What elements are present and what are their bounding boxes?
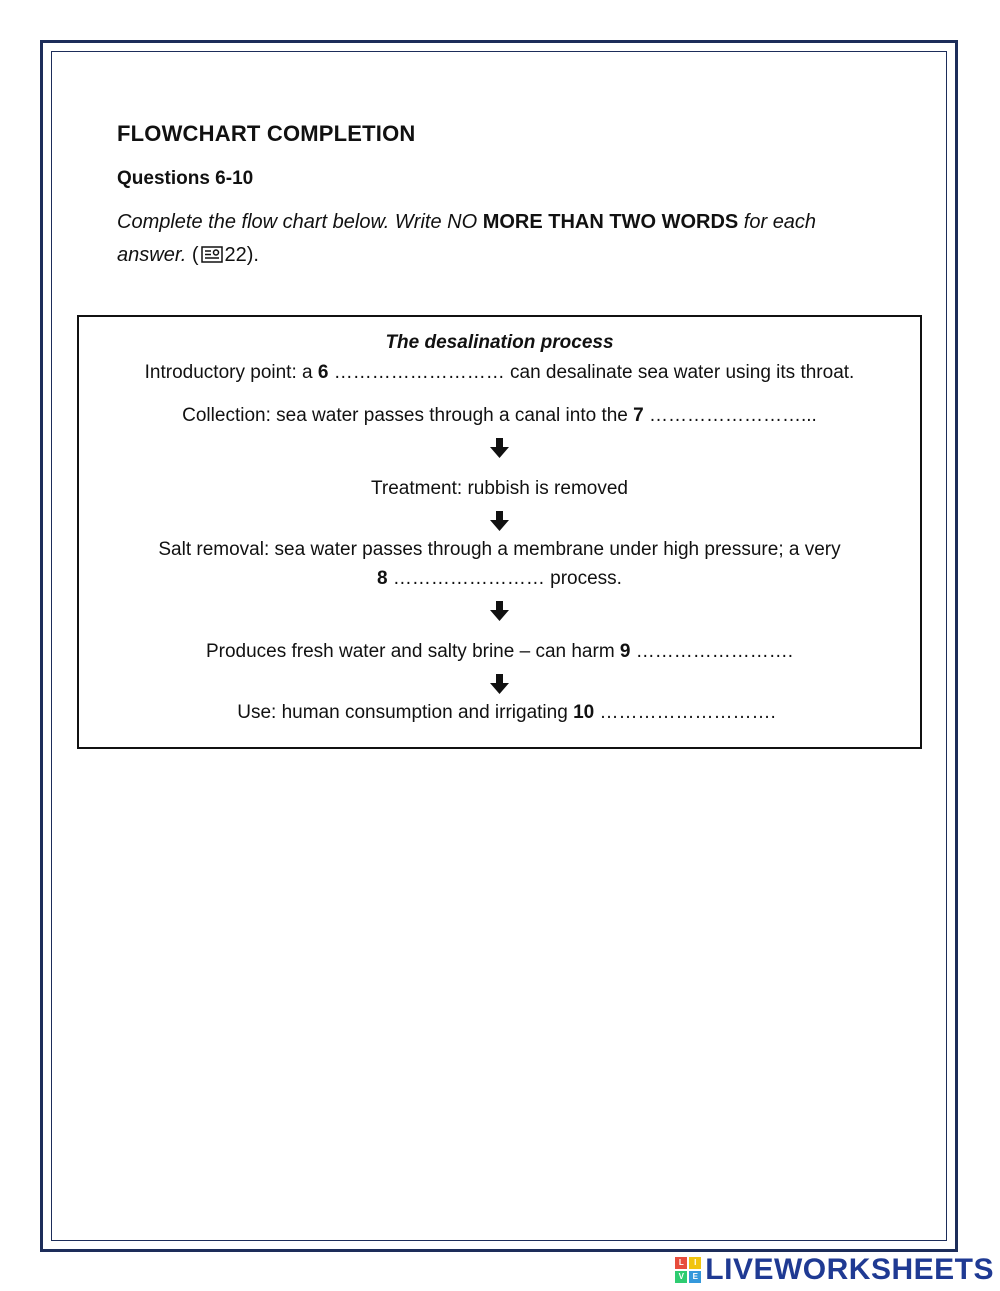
- question-number-9: 9: [619, 641, 631, 662]
- flow-step-salt-removal: [79, 539, 920, 561]
- answer-blank-7[interactable]: ……………………...: [643, 405, 817, 426]
- section-title: FLOWCHART COMPLETION: [117, 121, 416, 146]
- brand-name: LIVEWORKSHEETS: [705, 1253, 994, 1286]
- instructions-part1: Complete the flow chart below. Write NO: [117, 211, 483, 233]
- instructions-ref-open: (: [186, 244, 199, 266]
- logo-block-e: E: [689, 1271, 701, 1283]
- question-number-6: 6: [317, 362, 329, 383]
- instructions: [117, 206, 857, 272]
- produces-text: Produces fresh water and salty brine – can harm: [205, 641, 620, 662]
- flow-step-collection: [79, 405, 920, 427]
- instructions-emphasis: MORE THAN TWO WORDS: [482, 211, 739, 233]
- flowchart-box: [77, 315, 922, 749]
- answer-blank-10[interactable]: ……………………….: [594, 702, 776, 723]
- logo-blocks: [675, 1257, 701, 1283]
- book-reference-icon: [201, 246, 223, 263]
- logo-block-v: V: [675, 1271, 687, 1283]
- question-number-10: 10: [573, 702, 595, 723]
- answer-blank-6[interactable]: ……………………… can desalinate sea water using its throat.: [328, 362, 855, 383]
- flowchart-title: The desalination process: [385, 332, 614, 353]
- flow-step-treatment: [79, 478, 920, 500]
- flow-step-use: [79, 702, 920, 724]
- down-arrow-icon: [489, 437, 511, 459]
- answer-blank-9[interactable]: …………………….: [630, 641, 794, 662]
- flow-step-salt-removal-cont: [79, 568, 920, 590]
- question-number-7: 7: [633, 405, 644, 426]
- instructions-part2: for each answer.: [117, 211, 817, 266]
- flow-step-produces: [79, 641, 920, 663]
- answer-blank-8[interactable]: …………………… process.: [387, 568, 622, 589]
- question-number-8: 8: [377, 568, 388, 589]
- collection-text: Collection: sea water passes through a canal into the: [182, 405, 634, 426]
- instructions-ref-page: 22: [224, 244, 247, 266]
- intro-text: Introductory point: a: [144, 362, 318, 383]
- logo-block-i: I: [689, 1257, 701, 1269]
- liveworksheets-logo[interactable]: [675, 1255, 994, 1285]
- down-arrow-icon: [489, 600, 511, 622]
- flow-step-intro: [79, 362, 920, 384]
- logo-block-l: L: [675, 1257, 687, 1269]
- use-text: Use: human consumption and irrigating: [237, 702, 574, 723]
- questions-range: Questions 6-10: [117, 168, 254, 189]
- down-arrow-icon: [489, 510, 511, 532]
- salt-removal-text: Salt removal: sea water passes through a membrane under high pressure; a very: [158, 539, 841, 560]
- down-arrow-icon: [489, 673, 511, 695]
- instructions-ref-close: ).: [246, 244, 259, 266]
- treatment-text: Treatment: rubbish is removed: [371, 478, 628, 499]
